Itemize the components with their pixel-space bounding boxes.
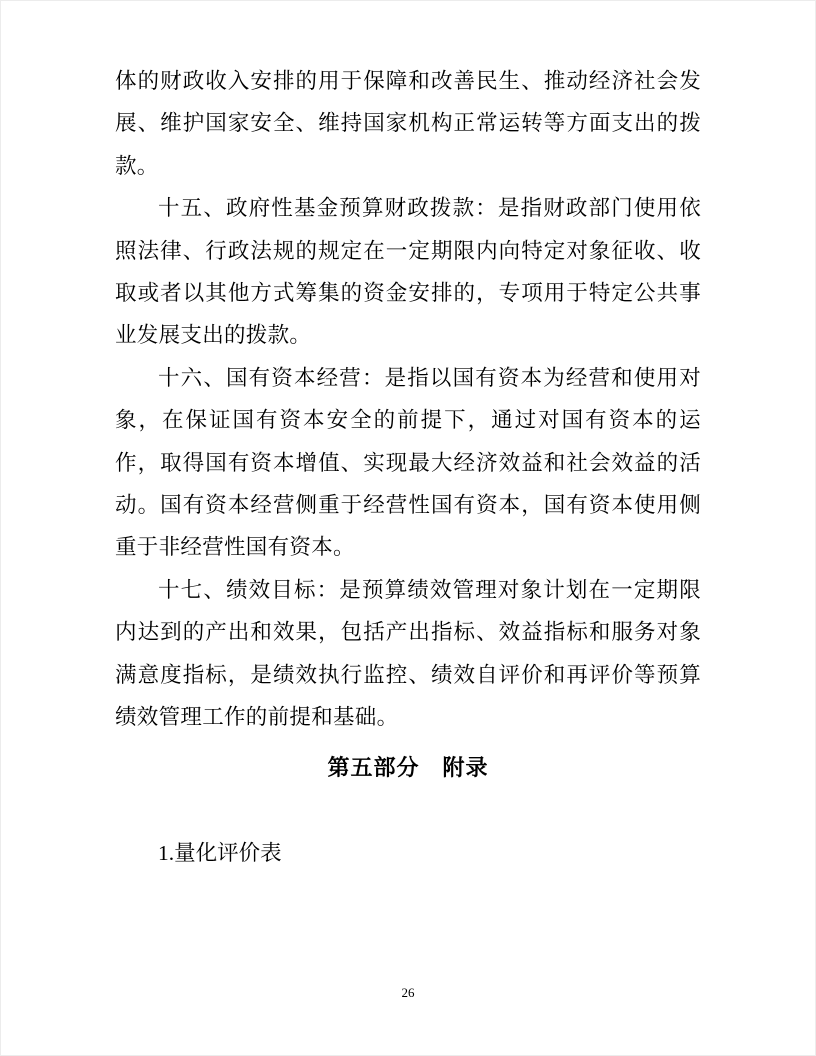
body-paragraph-item-16: 十六、国有资本经营：是指以国有资本为经营和使用对象，在保证国有资本安全的前提下，通过对国有资本的运作，取得国有资本增值、实现最大经济效益和社会效益的活动。国有资本经营侧重于经营性国有资本，国有资本使用侧重于非经营性国有资本。 [115, 365, 701, 560]
page-number: 26 [401, 985, 415, 1000]
page-body [115, 0, 701, 874]
section-heading: 第五部分 附录 [327, 754, 489, 780]
body-paragraph-item-15: 十五、政府性基金预算财政拨款：是指财政部门使用依照法律、行政法规的规定在一定期限内向特定对象征收、收取或者以其他方式筹集的资金安排的，专项用于特定公共事业发展支出的拨款。 [115, 196, 701, 348]
body-paragraph-item-17: 十七、绩效目标：是预算绩效管理对象计划在一定期限内达到的产出和效果，包括产出指标、效益指标和服务对象满意度指标，是绩效执行监控、绩效自评价和再评价等预算绩效管理工作的前提和基础。 [115, 577, 701, 730]
body-paragraph-continuation: 体的财政收入安排的用于保障和改善民生、推动经济社会发展、维护国家安全、维持国家机构正常运转等方面支出的拨款。 [115, 69, 701, 178]
appendix-item: 1.量化评价表 [158, 840, 282, 865]
